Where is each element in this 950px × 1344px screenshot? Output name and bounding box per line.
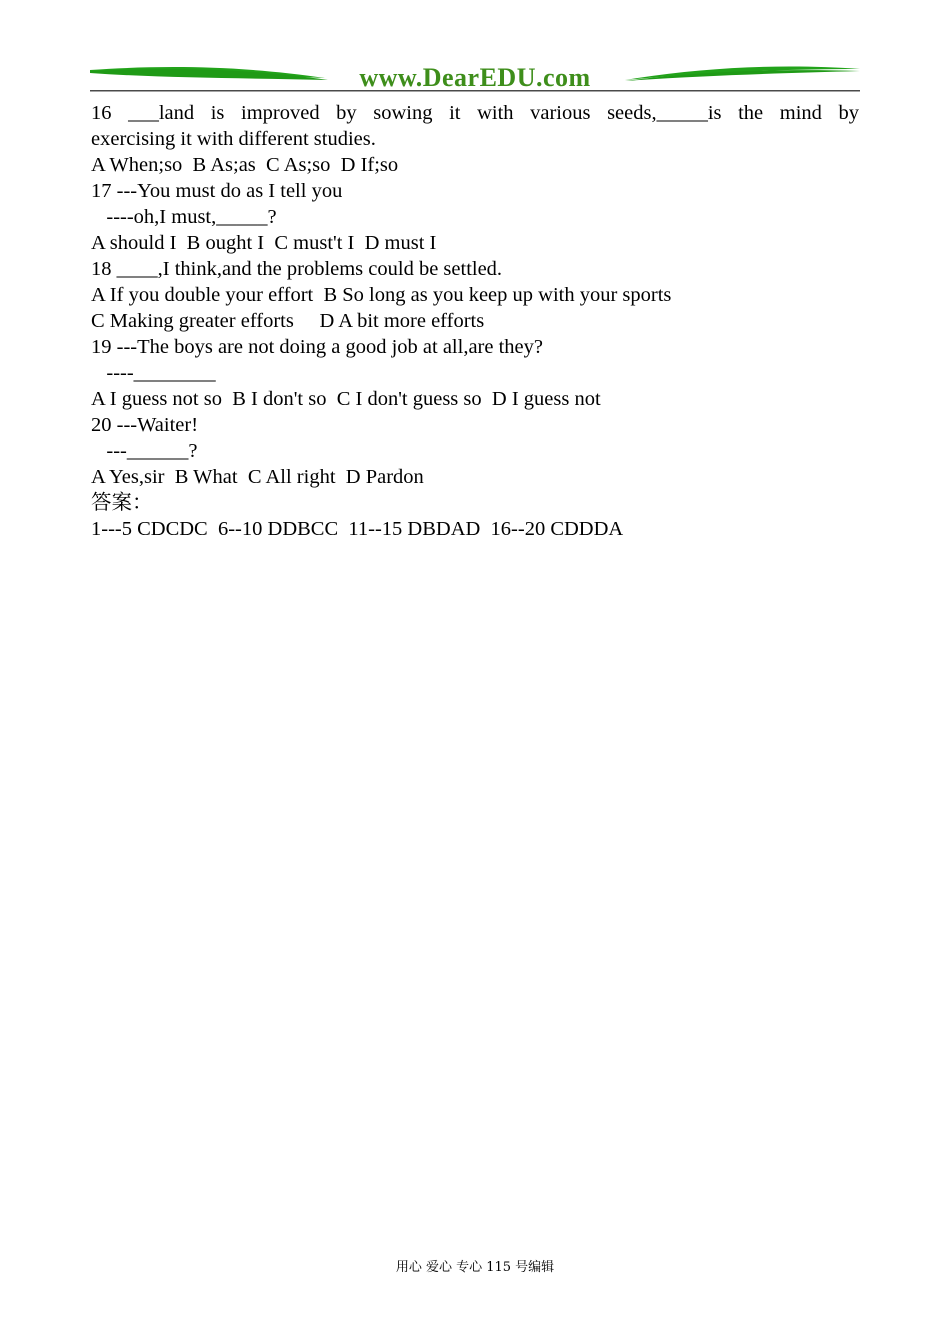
question-17-reply: ----oh,I must,_____? bbox=[91, 206, 277, 228]
question-19-reply: ----________ bbox=[91, 362, 216, 384]
question-16-line-1: 16 ___land is improved by sowing it with various seeds,_____is the mind by bbox=[91, 102, 859, 124]
answer-heading: 答案： bbox=[91, 492, 153, 514]
question-20-prompt: 20 ---Waiter! bbox=[91, 414, 199, 436]
question-19-prompt: 19 ---The boys are not doing a good job at all,are they? bbox=[91, 336, 543, 358]
question-16-line-2: exercising it with different studies. bbox=[91, 128, 376, 150]
question-19-options: A I guess not so B I don't so C I don't guess so D I guess not bbox=[91, 388, 601, 410]
site-name-logo: www.DearEDU.com bbox=[359, 63, 591, 92]
page-footer: 用心 爱心 专心 115 号编辑 bbox=[395, 1260, 555, 1275]
answer-key: 1---5 CDCDC 6--10 DDBCC 11--15 DBDAD 16--20 CDDDA bbox=[91, 518, 624, 540]
question-16-options: A When;so B As;as C As;so D If;so bbox=[91, 154, 399, 176]
question-18-options-1: A If you double your effort B So long as you keep up with your sports bbox=[91, 284, 672, 306]
question-17-options: A should I B ought I C must't I D must I bbox=[91, 232, 437, 254]
question-18-options-2: C Making greater efforts D A bit more efforts bbox=[91, 310, 485, 332]
question-17-prompt: 17 ---You must do as I tell you bbox=[91, 180, 343, 202]
question-18-prompt: 18 ____,I think,and the problems could be settled. bbox=[91, 258, 503, 280]
question-20-reply: ---______? bbox=[91, 440, 198, 462]
question-20-options: A Yes,sir B What C All right D Pardon bbox=[91, 466, 424, 488]
document-body bbox=[91, 100, 859, 542]
page-header-banner bbox=[90, 62, 860, 94]
